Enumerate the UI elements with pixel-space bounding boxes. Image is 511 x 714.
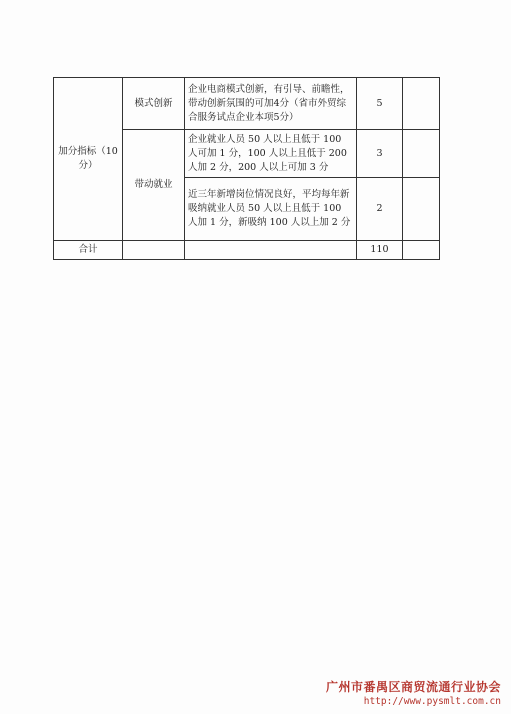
blank-cell	[403, 178, 440, 241]
footer-watermark	[326, 679, 501, 708]
total-label-cell: 合计	[54, 241, 123, 260]
blank-cell	[403, 78, 440, 130]
organization-url: http://www.pysmlt.com.cn	[363, 696, 501, 707]
bonus-category-cell: 加分指标（10分）	[54, 78, 123, 241]
total-score-cell: 110	[357, 241, 403, 260]
blank-cell	[123, 241, 185, 260]
blank-cell	[185, 241, 357, 260]
blank-cell	[403, 241, 440, 260]
table-row	[54, 78, 440, 130]
blank-cell	[403, 130, 440, 178]
subcategory-innovation-cell: 模式创新	[123, 78, 185, 130]
max-score-cell: 5	[357, 78, 403, 130]
criteria-description-cell: 近三年新增岗位情况良好，平均每年新吸纳就业人员 50 人以上且低于 100 人加 1 分，新吸纳 100 人以上加 2 分	[185, 178, 357, 241]
max-score-cell: 2	[357, 178, 403, 241]
subcategory-employment-cell: 带动就业	[123, 130, 185, 241]
table-row-total	[54, 241, 440, 260]
criteria-description-cell: 企业电商模式创新，有引导、前瞻性，带动创新氛围的可加4分（省市外贸综合服务试点企业本项5分）	[185, 78, 357, 130]
organization-name: 广州市番禺区商贸流通行业协会	[325, 680, 501, 694]
scoring-table	[53, 77, 440, 260]
max-score-cell: 3	[357, 130, 403, 178]
criteria-description-cell: 企业就业人员 50 人以上且低于 100 人可加 1 分，100 人以上且低于 200 人加 2 分，200 人以上可加 3 分	[185, 130, 357, 178]
